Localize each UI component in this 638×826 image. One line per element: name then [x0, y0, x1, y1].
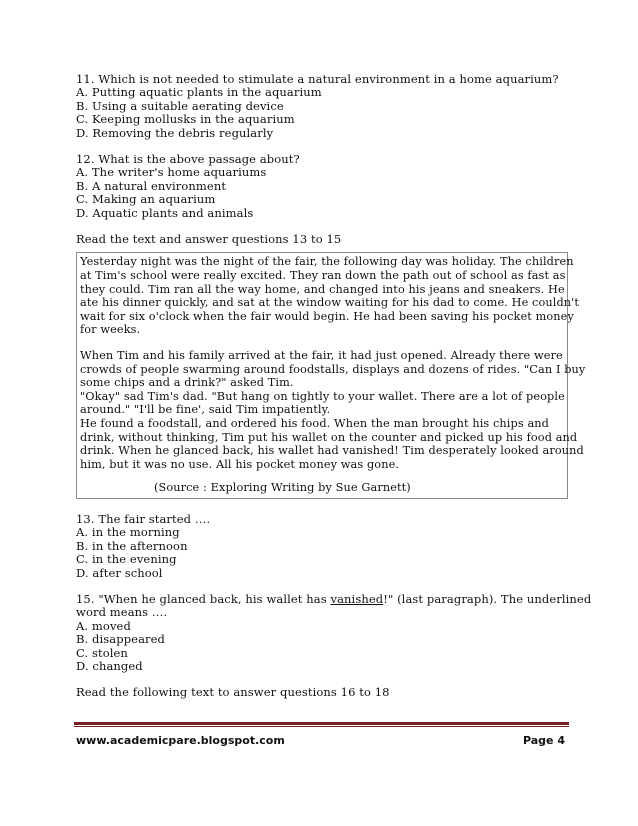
- option-a: A. Putting aquatic plants in the aquarium: [76, 85, 322, 100]
- reading-passage: [76, 252, 586, 499]
- passage-line: some chips and a drink?" asked Tim.: [80, 376, 294, 390]
- option-d: D. Removing the debris regularly: [76, 125, 274, 140]
- question-text: 11. Which is not needed to stimulate a natural environment in a home aquarium?: [76, 72, 559, 86]
- passage-line: at Tim's school were really excited. They ran down the path out of school as fast as: [80, 269, 566, 283]
- footer-website: www.academicpare.blogspot.com: [76, 734, 285, 747]
- option-c: C. Keeping mollusks in the aquarium: [76, 112, 295, 127]
- instruction-16-18: Read the following text to answer questions 16 to 18: [76, 685, 390, 700]
- question-text-end: !" (last paragraph). The underlined: [383, 592, 592, 606]
- option-d: D. after school: [76, 565, 163, 580]
- passage-line: wait for six o'clock when the fair would begin. He had been saving his pocket money: [80, 309, 574, 323]
- question-12: [76, 153, 568, 220]
- passage-line: him, but it was no use. All his pocket money was gone.: [80, 457, 400, 471]
- option-a: A. The writer's home aquariums: [76, 165, 267, 180]
- option-d: D. changed: [76, 659, 143, 674]
- passage-line: for weeks.: [80, 323, 141, 337]
- option-d: D. Aquatic plants and animals: [76, 205, 254, 220]
- passage-line: "Okay" sad Tim's dad. "But hang on tightly to your wallet. There are a lot of people: [80, 389, 565, 403]
- question-text: 13. The fair started ….: [76, 511, 211, 526]
- passage-line: around." "I'll be fine', said Tim impatiently.: [80, 403, 331, 417]
- passage-line: Yesterday night was the night of the fair, the following day was holiday. The children: [80, 255, 574, 269]
- option-a: A. in the morning: [76, 525, 180, 540]
- passage-line: ate his dinner quickly, and sat at the window waiting for his dad to come. He couldn't: [80, 296, 580, 310]
- footer-page-number: Page 4: [522, 734, 565, 747]
- page-content: [76, 72, 592, 700]
- option-a: A. moved: [76, 618, 131, 633]
- instruction-13-15: Read the text and answer questions 13 to 15: [76, 232, 342, 247]
- question-11: [76, 73, 568, 140]
- passage-line: drink, without thinking, Tim put his wallet on the counter and picked up his food and: [80, 430, 578, 444]
- question-text-start: 15. "When he glanced back, his wallet has: [76, 592, 331, 606]
- question-15: [76, 592, 592, 674]
- option-c: C. stolen: [76, 645, 128, 660]
- option-c: C. in the evening: [76, 552, 177, 567]
- passage-line: He found a foodstall, and ordered his food. When the man brought his chips and: [80, 417, 549, 430]
- passage-source: (Source : Exploring Writing by Sue Garnett): [154, 481, 411, 495]
- passage-line: crowds of people swarming around foodstalls, displays and dozens of rides. "Can I buy: [80, 362, 586, 376]
- option-b: B. Using a suitable aerating device: [76, 98, 284, 113]
- question-13: [76, 513, 568, 580]
- option-b: B. in the afternoon: [76, 538, 188, 553]
- question-text: 12. What is the above passage about?: [76, 152, 300, 167]
- option-c: C. Making an aquarium: [76, 192, 216, 207]
- passage-line: When Tim and his family arrived at the fair, it had just opened. Already there were: [80, 349, 563, 363]
- underlined-word: vanished: [330, 592, 384, 606]
- passage-line: drink. When he glanced back, his wallet had vanished! Tim desperately looked around: [80, 444, 584, 458]
- passage-line: they could. Tim ran all the way home, and changed into his jeans and sneakers. He: [80, 282, 565, 296]
- question-text: [76, 592, 592, 606]
- footer-divider-thin: [74, 726, 569, 727]
- question-text-line2: word means ….: [76, 605, 168, 620]
- option-b: B. disappeared: [76, 632, 166, 647]
- footer-divider: [74, 722, 569, 725]
- option-b: B. A natural environment: [76, 178, 227, 193]
